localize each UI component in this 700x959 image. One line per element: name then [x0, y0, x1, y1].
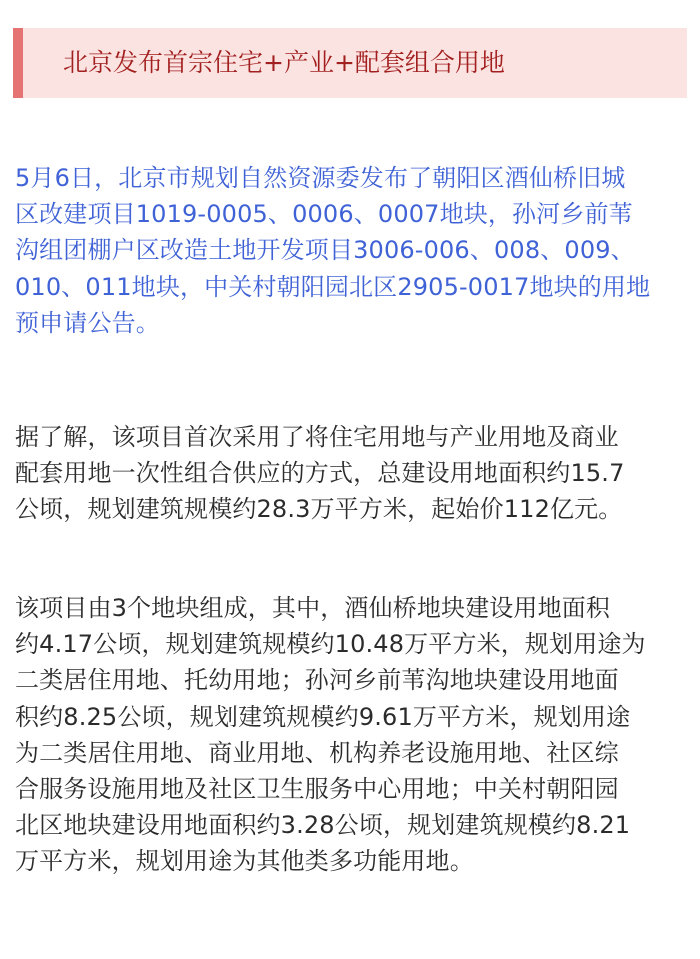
body-paragraph-supply	[15, 419, 687, 528]
body-paragraph-plots	[15, 590, 687, 880]
intro-paragraph	[15, 160, 687, 341]
paragraph-line: 沟组团棚户区改造土地开发项目3006-006、008、009、	[15, 236, 635, 265]
paragraph-line: 公顷，规划建筑规模约28.3万平方米，起始价112亿元。	[15, 495, 623, 524]
paragraph-line: 据了解，该项目首次采用了将住宅用地与产业用地及商业	[15, 423, 619, 451]
paragraph-line: 二类居住用地、托幼用地；孙河乡前苇沟地块建设用地面	[15, 666, 619, 695]
paragraph-line: 5月6日，北京市规划自然资源委发布了朝阳区酒仙桥旧城	[15, 164, 626, 192]
paragraph-line: 配套用地一次性组合供应的方式，总建设用地面积约15.7	[15, 459, 625, 488]
paragraph-line: 积约8.25公顷，规划建筑规模约9.61万平方米，规划用途	[15, 702, 631, 731]
paragraph-line: 010、011地块，中关村朝阳园北区2905-0017地块的用地	[15, 272, 651, 301]
paragraph-line: 该项目由3个地块组成，其中，酒仙桥地块建设用地面积	[15, 594, 611, 622]
section-title: 北京发布首宗住宅+产业+配套组合用地	[63, 48, 505, 77]
paragraph-line: 为二类居住用地、商业用地、机构养老设施用地、社区综	[15, 738, 619, 767]
paragraph-line: 预申请公告。	[15, 308, 160, 337]
section-header	[13, 28, 687, 98]
paragraph-line: 约4.17公顷，规划建筑规模约10.48万平方米，规划用途为	[15, 630, 646, 659]
paragraph-line: 万平方米，规划用途为其他类多功能用地。	[15, 847, 474, 876]
paragraph-line: 北区地块建设用地面积约3.28公顷，规划建筑规模约8.21	[15, 811, 631, 840]
paragraph-line: 区改建项目1019-0005、0006、0007地块，孙河乡前苇	[15, 200, 633, 229]
paragraph-line: 合服务设施用地及社区卫生服务中心用地；中关村朝阳园	[15, 775, 619, 804]
